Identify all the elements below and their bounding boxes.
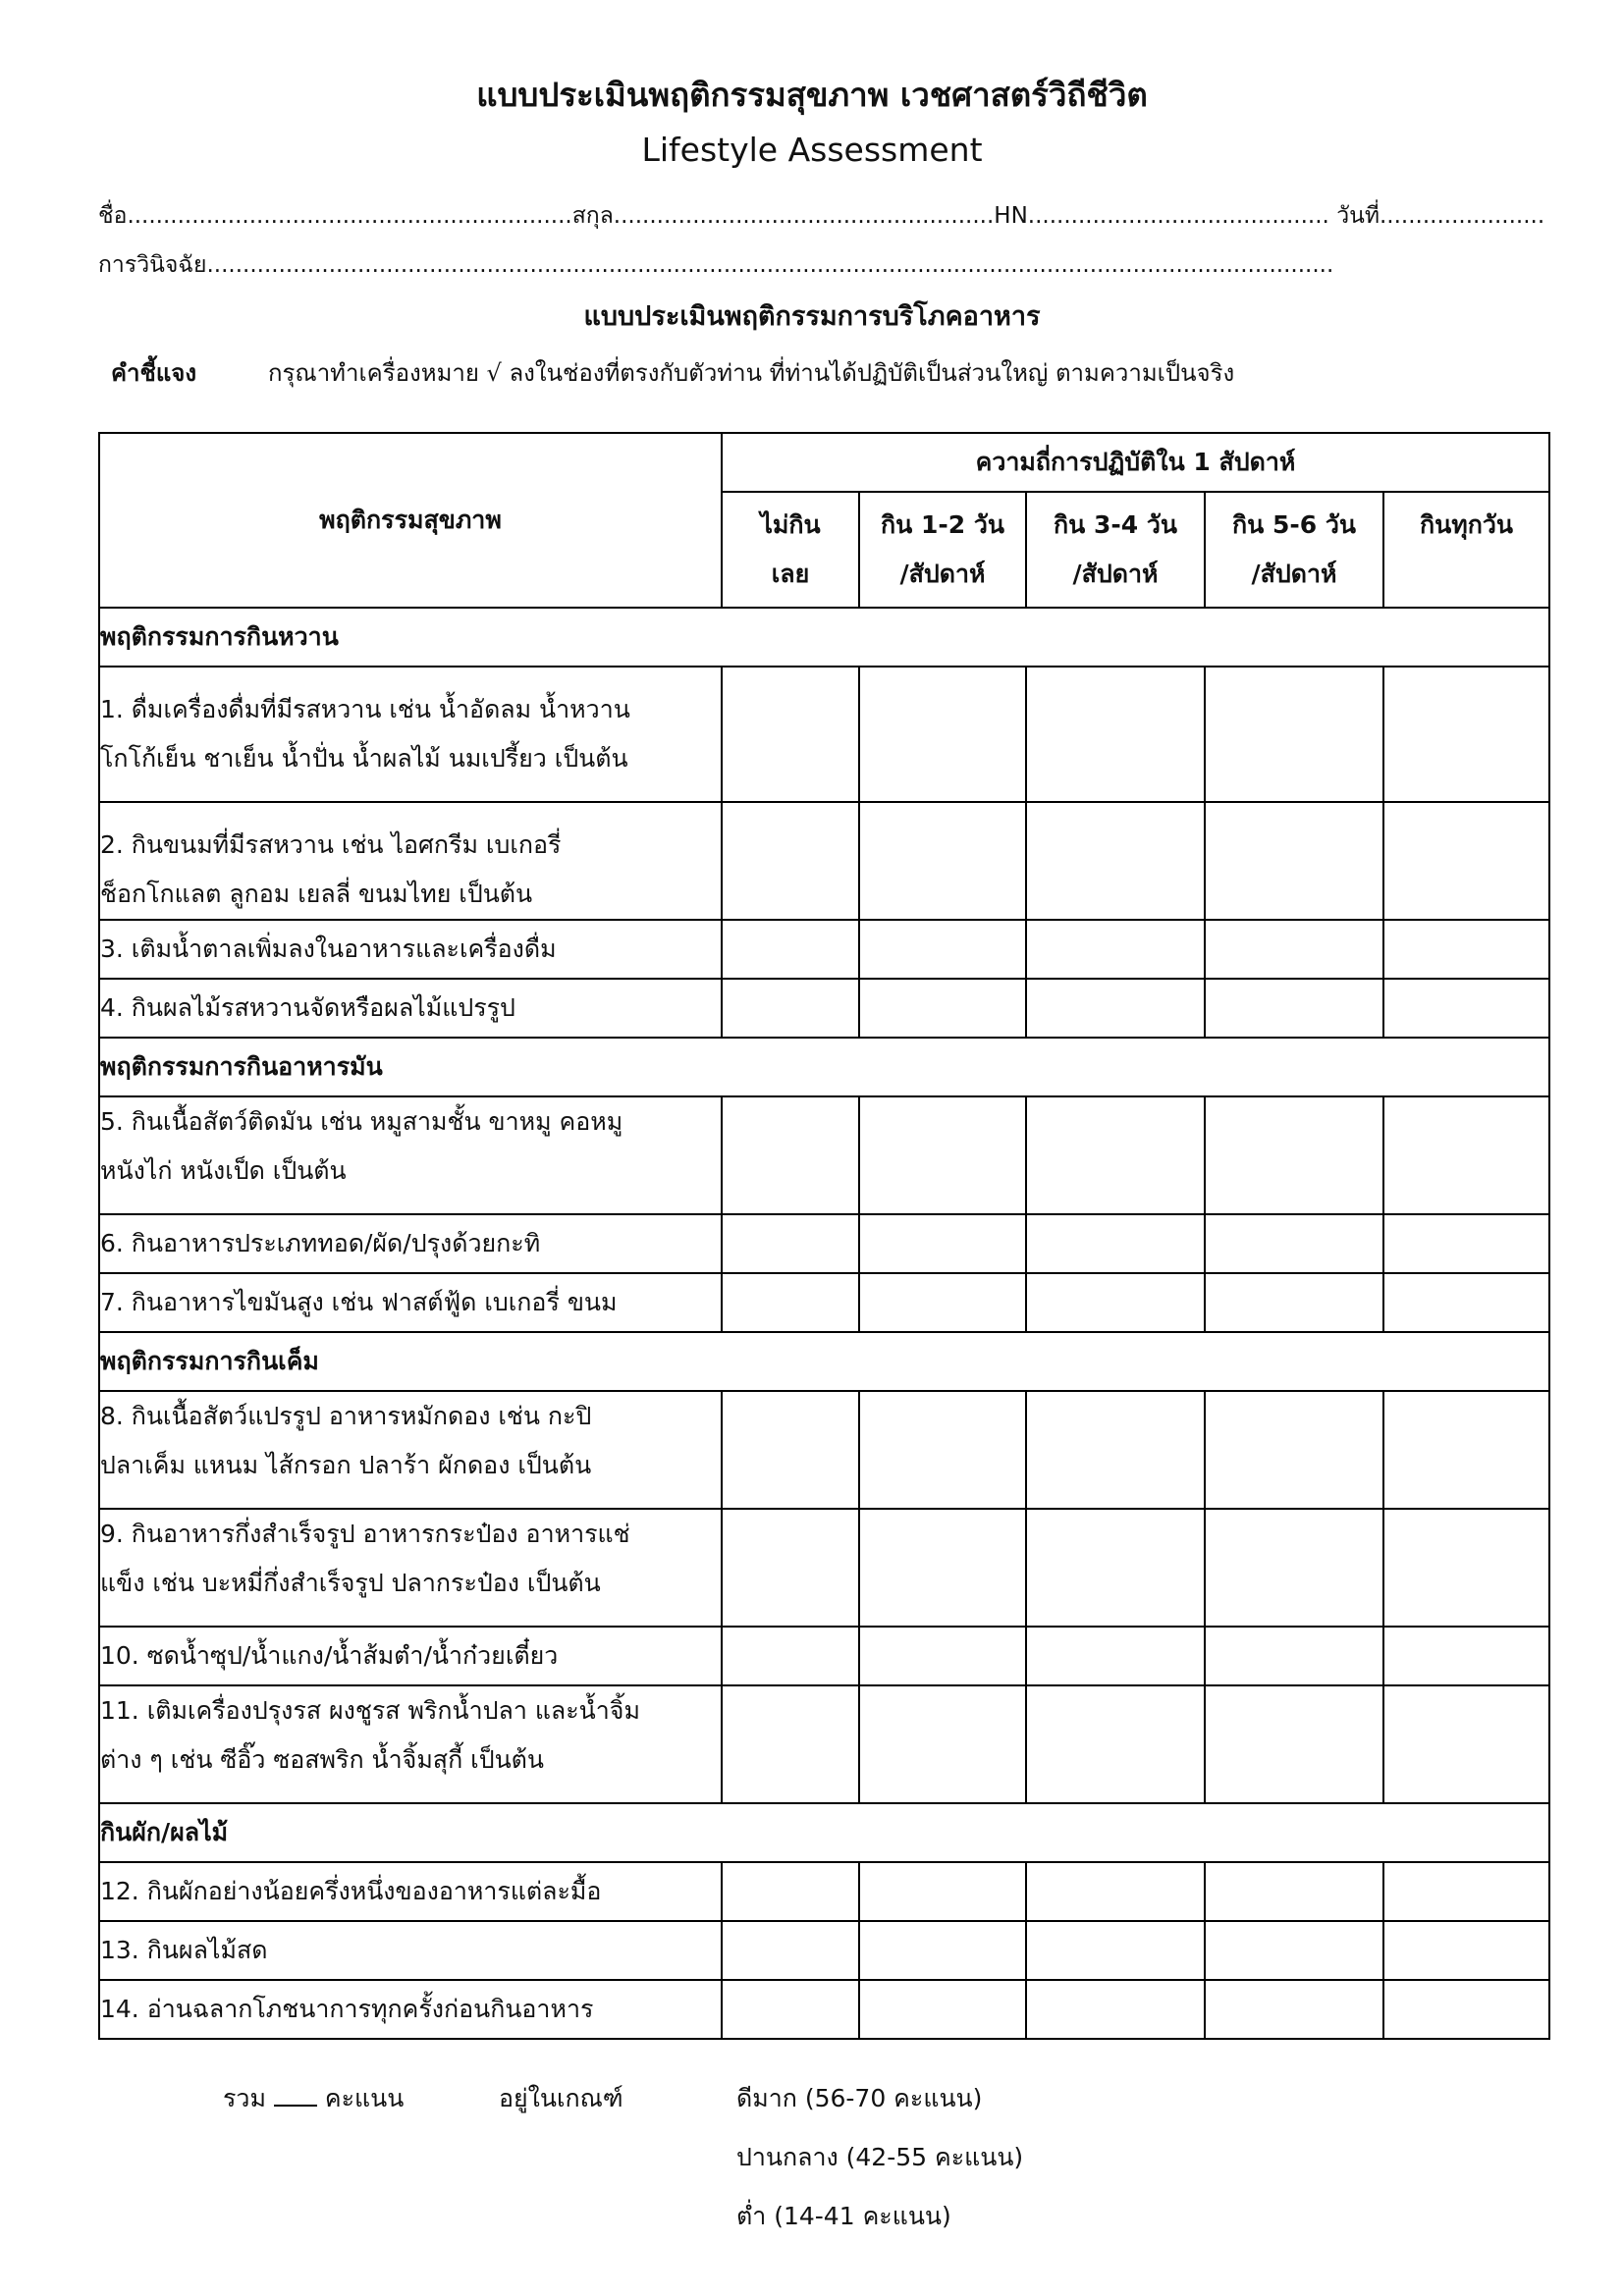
score-total xyxy=(223,2079,404,2118)
item-13-text: 13. กินผลไม้สด xyxy=(99,1921,722,1980)
check-cell[interactable] xyxy=(722,1214,859,1273)
check-cell[interactable] xyxy=(859,920,1026,979)
category-sweet: พฤติกรรมการกินหวาน xyxy=(99,608,1549,667)
level-low: ต่ำ (14-41 คะแนน) xyxy=(736,2202,951,2230)
item-10-text: 10. ซดน้ำซุป/น้ำแกง/น้ำส้มตำ/น้ำก๋วยเตี๋ยว xyxy=(99,1627,722,1685)
table-row xyxy=(99,1273,1549,1332)
check-cell[interactable] xyxy=(722,1685,859,1803)
total-score-field[interactable] xyxy=(274,2079,317,2107)
category-veg-fruit: กินผัก/ผลไม้ xyxy=(99,1803,1549,1862)
date-label: วันที่ xyxy=(1336,203,1380,229)
category-salty: พฤติกรรมการกินเค็ม xyxy=(99,1332,1549,1391)
item-6-text: 6. กินอาหารประเภททอด/ผัด/ปรุงด้วยกะทิ xyxy=(99,1214,722,1273)
check-cell[interactable] xyxy=(1383,1685,1549,1803)
check-cell[interactable] xyxy=(722,1921,859,1980)
table-row xyxy=(99,1214,1549,1273)
item-7-text: 7. กินอาหารไขมันสูง เช่น ฟาสต์ฟู้ด เบเกอรี่ ขนม xyxy=(99,1273,722,1332)
check-cell[interactable] xyxy=(859,1862,1026,1921)
col-never: ไม่กิน เลย xyxy=(722,492,859,608)
check-cell[interactable] xyxy=(1026,1391,1205,1509)
check-cell[interactable] xyxy=(1205,1921,1383,1980)
page-subtitle: Lifestyle Assessment xyxy=(641,131,983,169)
category-fatty: พฤติกรรมการกินอาหารมัน xyxy=(99,1038,1549,1096)
item-11-text: 11. เติมเครื่องปรุงรส ผงชูรส พริกน้ำปลา และน้ำจิ้ม ต่าง ๆ เช่น ซีอิ๊ว ซอสพริก น้ำจิ้มสุกี้ เป็นต้น xyxy=(99,1685,722,1803)
surname-label: สกุล xyxy=(571,203,614,229)
check-cell[interactable] xyxy=(1205,667,1383,802)
check-cell[interactable] xyxy=(1026,1921,1205,1980)
check-cell[interactable] xyxy=(1383,1391,1549,1509)
check-cell[interactable] xyxy=(1383,1980,1549,2039)
item-14-text: 14. อ่านฉลากโภชนาการทุกครั้งก่อนกินอาหาร xyxy=(99,1980,722,2039)
check-cell[interactable] xyxy=(1383,667,1549,802)
check-cell[interactable] xyxy=(859,1980,1026,2039)
item-1-text: 1. ดื่มเครื่องดื่มที่มีรสหวาน เช่น น้ำอัดลม น้ำหวาน โกโก้เย็น ชาเย็น น้ำปั่น น้ำผลไม้ นมเปรี้ยว เป็นต้น xyxy=(99,667,722,802)
section-title: แบบประเมินพฤติกรรมการบริโภคอาหาร xyxy=(583,301,1041,332)
check-cell[interactable] xyxy=(722,1273,859,1332)
check-cell[interactable] xyxy=(1026,1862,1205,1921)
check-cell[interactable] xyxy=(1026,802,1205,920)
check-cell[interactable] xyxy=(1026,920,1205,979)
check-cell[interactable] xyxy=(1383,1096,1549,1214)
check-cell[interactable] xyxy=(1026,979,1205,1038)
diagnosis-label: การวินิจฉัย xyxy=(98,252,207,278)
table-row xyxy=(99,1980,1549,2039)
table-row xyxy=(99,1627,1549,1685)
frequency-header: ความถี่การปฏิบัติใน 1 สัปดาห์ xyxy=(722,433,1549,492)
behavior-header: พฤติกรรมสุขภาพ xyxy=(99,433,722,608)
table-row xyxy=(99,1509,1549,1627)
col-1-2-days: กิน 1-2 วัน /สัปดาห์ xyxy=(859,492,1026,608)
instructions-text: กรุณาทำเครื่องหมาย √ ลงในช่องที่ตรงกับตัวท่าน ที่ท่านได้ปฏิบัติเป็นส่วนใหญ่ ตามความเป็นจริง xyxy=(268,359,1235,387)
check-cell[interactable] xyxy=(859,802,1026,920)
check-cell[interactable] xyxy=(1026,1509,1205,1627)
check-cell[interactable] xyxy=(722,1862,859,1921)
check-cell[interactable] xyxy=(1383,1273,1549,1332)
table-row xyxy=(99,1862,1549,1921)
check-cell[interactable] xyxy=(1205,1862,1383,1921)
check-cell[interactable] xyxy=(859,667,1026,802)
check-cell[interactable] xyxy=(1383,1862,1549,1921)
check-cell[interactable] xyxy=(1026,1214,1205,1273)
hn-label: HN xyxy=(994,203,1028,229)
table-row xyxy=(99,979,1549,1038)
check-cell[interactable] xyxy=(1205,1627,1383,1685)
check-cell[interactable] xyxy=(1026,667,1205,802)
check-cell[interactable] xyxy=(1383,802,1549,920)
item-5-text: 5. กินเนื้อสัตว์ติดมัน เช่น หมูสามชั้น ขาหมู คอหมู หนังไก่ หนังเป็ด เป็นต้น xyxy=(99,1096,722,1214)
check-cell[interactable] xyxy=(722,920,859,979)
assessment-table xyxy=(98,432,1550,2040)
check-cell[interactable] xyxy=(1205,920,1383,979)
check-cell[interactable] xyxy=(1026,1685,1205,1803)
check-cell[interactable] xyxy=(1383,979,1549,1038)
check-cell[interactable] xyxy=(1205,1509,1383,1627)
check-cell[interactable] xyxy=(859,1921,1026,1980)
check-cell[interactable] xyxy=(1383,1627,1549,1685)
check-cell[interactable] xyxy=(1026,1096,1205,1214)
check-cell[interactable] xyxy=(1026,1273,1205,1332)
check-cell[interactable] xyxy=(722,667,859,802)
table-row xyxy=(99,667,1549,802)
check-cell[interactable] xyxy=(1205,1391,1383,1509)
check-cell[interactable] xyxy=(859,1685,1026,1803)
check-cell[interactable] xyxy=(859,1214,1026,1273)
item-3-text: 3. เติมน้ำตาลเพิ่มลงในอาหารและเครื่องดื่ม xyxy=(99,920,722,979)
total-label: รวม xyxy=(223,2084,266,2112)
check-cell[interactable] xyxy=(722,1509,859,1627)
check-cell[interactable] xyxy=(1383,1921,1549,1980)
check-cell[interactable] xyxy=(859,1391,1026,1509)
item-9-text: 9. กินอาหารกึ่งสำเร็จรูป อาหารกระป๋อง อาหารแช่ แข็ง เช่น บะหมี่กึ่งสำเร็จรูป ปลากระป๋อง เป็นต้น xyxy=(99,1509,722,1627)
check-cell[interactable] xyxy=(722,1391,859,1509)
item-2-text: 2. กินขนมที่มีรสหวาน เช่น ไอศกรีม เบเกอรี่ ช็อกโกแลต ลูกอม เยลลี่ ขนมไทย เป็นต้น xyxy=(99,802,722,920)
table-row xyxy=(99,1391,1549,1509)
check-cell[interactable] xyxy=(1383,1214,1549,1273)
hn-field[interactable]: .......................................... xyxy=(1027,203,1329,229)
table-row xyxy=(99,802,1549,920)
check-cell[interactable] xyxy=(859,1627,1026,1685)
points-label: คะแนน xyxy=(324,2084,405,2112)
check-cell[interactable] xyxy=(722,802,859,920)
level-moderate: ปานกลาง (42-55 คะแนน) xyxy=(736,2143,1024,2171)
check-cell[interactable] xyxy=(1205,1980,1383,2039)
check-cell[interactable] xyxy=(1205,1096,1383,1214)
check-cell[interactable] xyxy=(859,979,1026,1038)
check-cell[interactable] xyxy=(1205,1685,1383,1803)
col-3-4-days: กิน 3-4 วัน /สัปดาห์ xyxy=(1026,492,1205,608)
check-cell[interactable] xyxy=(1383,920,1549,979)
check-cell[interactable] xyxy=(722,1980,859,2039)
table-row xyxy=(99,1096,1549,1214)
col-5-6-days: กิน 5-6 วัน /สัปดาห์ xyxy=(1205,492,1383,608)
check-cell[interactable] xyxy=(859,1273,1026,1332)
check-cell[interactable] xyxy=(1205,979,1383,1038)
diagnosis-row xyxy=(98,247,1333,283)
check-cell[interactable] xyxy=(1205,1273,1383,1332)
item-12-text: 12. กินผักอย่างน้อยครึ่งหนึ่งของอาหารแต่ละมื้อ xyxy=(99,1862,722,1921)
check-cell[interactable] xyxy=(859,1509,1026,1627)
patient-info-row xyxy=(98,198,1544,234)
table-row xyxy=(99,1921,1549,1980)
check-cell[interactable] xyxy=(1383,1509,1549,1627)
item-8-text: 8. กินเนื้อสัตว์แปรรูป อาหารหมักดอง เช่น กะปิ ปลาเค็ม แหนม ไส้กรอก ปลาร้า ผักดอง เป็นต้น xyxy=(99,1391,722,1509)
table-row xyxy=(99,920,1549,979)
date-field[interactable]: ....................... xyxy=(1380,203,1545,229)
check-cell[interactable] xyxy=(722,979,859,1038)
check-cell[interactable] xyxy=(1026,1627,1205,1685)
diagnosis-field[interactable]: ............................................................................................................................................................. xyxy=(206,252,1334,278)
page-title: แบบประเมินพฤติกรรมสุขภาพ เวชศาสตร์วิถีชีวิต xyxy=(476,76,1148,114)
table-row xyxy=(99,1685,1549,1803)
check-cell[interactable] xyxy=(1205,802,1383,920)
check-cell[interactable] xyxy=(1205,1214,1383,1273)
check-cell[interactable] xyxy=(1026,1980,1205,2039)
surname-field[interactable]: ..................................................... xyxy=(613,203,995,229)
check-cell[interactable] xyxy=(722,1096,859,1214)
check-cell[interactable] xyxy=(722,1627,859,1685)
col-every-day: กินทุกวัน xyxy=(1383,492,1549,608)
name-field[interactable]: .............................................................. xyxy=(127,203,572,229)
level-excellent: ดีมาก (56-70 คะแนน) xyxy=(736,2084,983,2112)
name-label: ชื่อ xyxy=(98,203,128,229)
item-4-text: 4. กินผลไม้รสหวานจัดหรือผลไม้แปรรูป xyxy=(99,979,722,1038)
instructions-label: คำชี้แจง xyxy=(111,359,197,387)
criteria-label: อยู่ในเกณฑ์ xyxy=(499,2084,623,2112)
check-cell[interactable] xyxy=(859,1096,1026,1214)
